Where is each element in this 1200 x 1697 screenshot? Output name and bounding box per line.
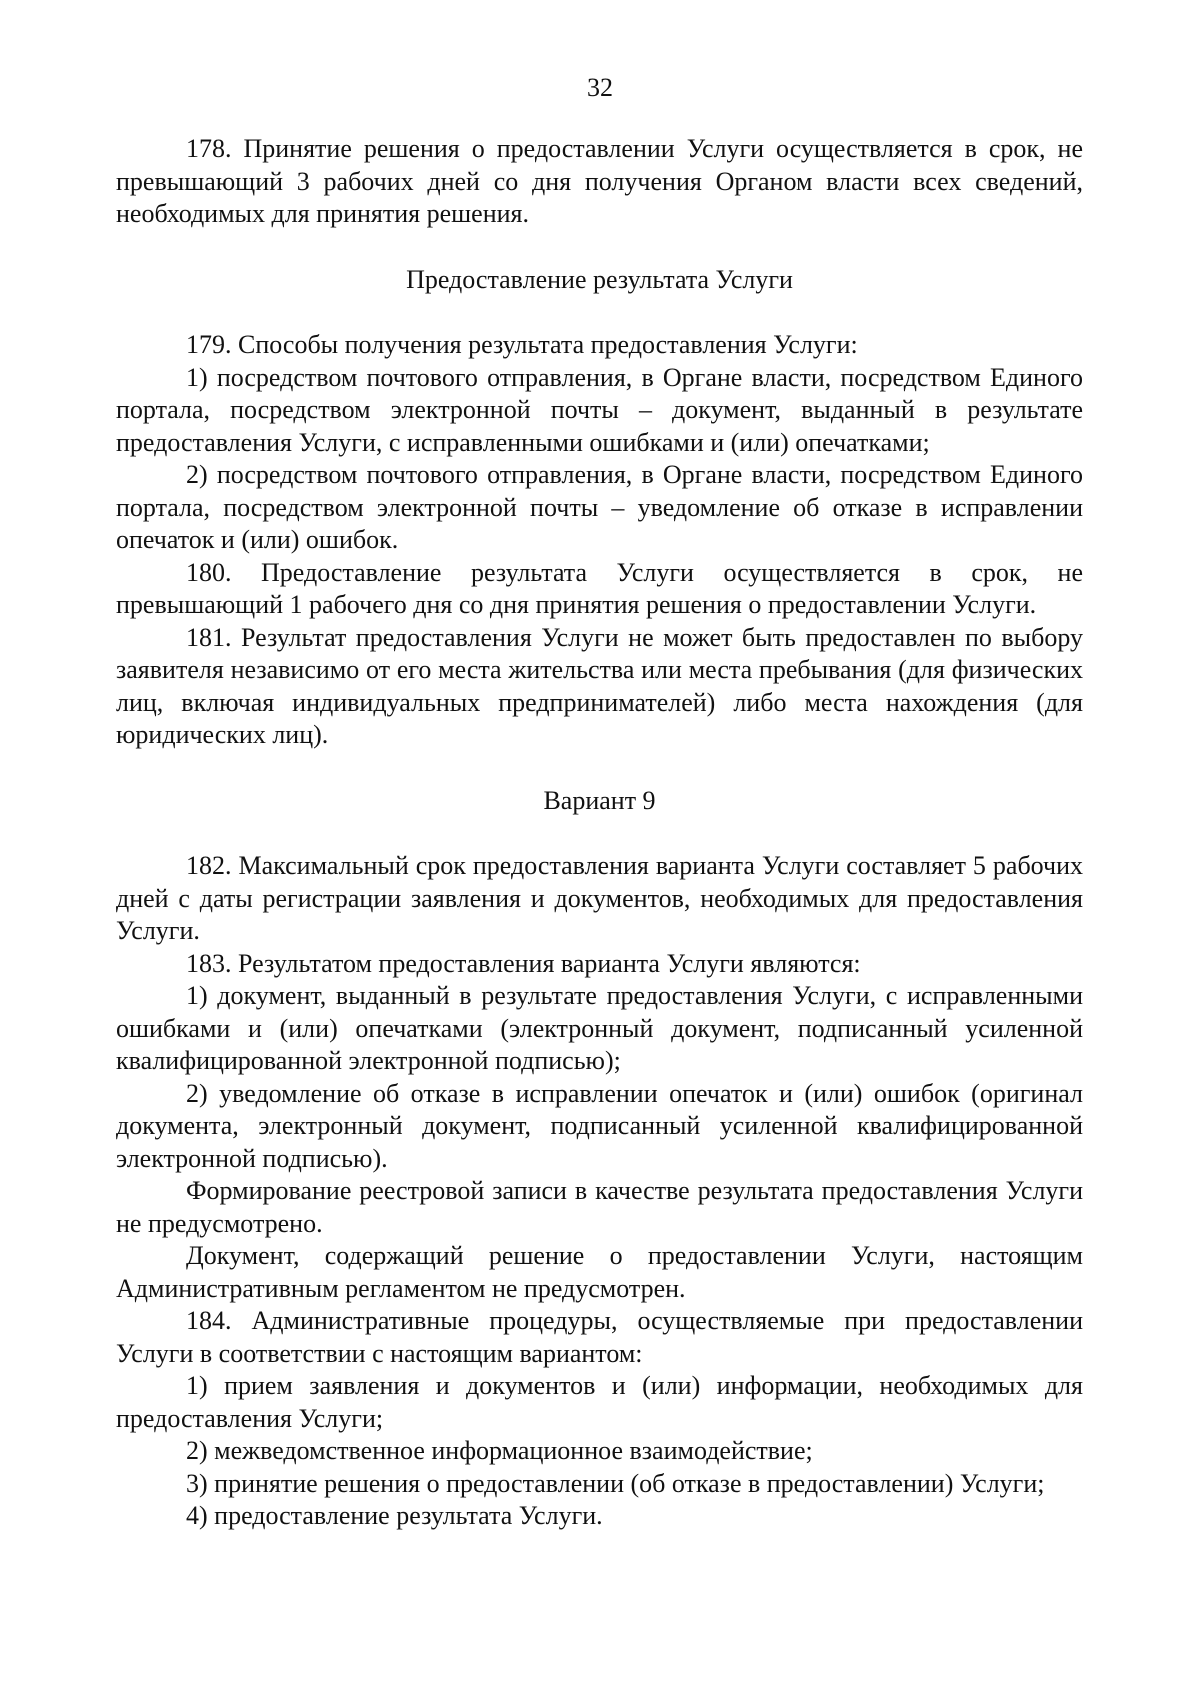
paragraph-182: 182. Максимальный срок предоставления варианта Услуги составляет 5 рабочих дней с даты регистрации заявления и документов, необходимых для предоставления Услуги.: [116, 851, 1083, 945]
paragraph-178: 178. Принятие решения о предоставлении Услуги осуществляется в срок, не превышающий 3 рабочих дней со дня получения Органом власти всех сведений, необходимых для принятия решения.: [116, 134, 1083, 228]
paragraph-183-item-2: 2) уведомление об отказе в исправлении опечаток и (или) ошибок (оригинал документа, электронный документ, подписанный усиленной квалифицированной электронной подписью).: [116, 1078, 1083, 1173]
section-heading-result: Предоставление результата Услуги: [406, 264, 793, 294]
paragraph-registry: Формирование реестровой записи в качестве результата предоставления Услуги не предусмотрено.: [116, 1176, 1083, 1238]
page-number: 32: [587, 73, 613, 102]
paragraph-184-item-2: 2) межведомственное информационное взаимодействие;: [186, 1436, 813, 1465]
paragraph-document: Документ, содержащий решение о предоставлении Услуги, настоящим Административным регламентом не предусмотрен.: [116, 1241, 1083, 1303]
document-body: [116, 133, 1083, 1533]
paragraph-183: 183. Результатом предоставления варианта Услуги являются:: [186, 948, 861, 978]
paragraph-184: 184. Административные процедуры, осуществляемые при предоставлении Услуги в соответствии с настоящим вариантом:: [116, 1306, 1083, 1368]
paragraph-179: 179. Способы получения результата предоставления Услуги:: [186, 330, 858, 359]
paragraph-184-item-4: 4) предоставление результата Услуги.: [186, 1501, 603, 1530]
paragraph-179-item-1: 1) посредством почтового отправления, в Органе власти, посредством Единого портала, посредством электронной почты – документ, выданный в результате предоставления Услуги, с исправленными ошибками и (или) опечатками;: [116, 362, 1083, 457]
paragraph-181: 181. Результат предоставления Услуги не может быть предоставлен по выбору заявителя независимо от его места жительства или места пребывания (для физических лиц, включая индивидуальных предпринимателей) либо места нахождения (для юридических лиц).: [116, 622, 1083, 749]
paragraph-184-item-3: 3) принятие решения о предоставлении (об отказе в предоставлении) Услуги;: [186, 1468, 1045, 1498]
section-heading-variant-9: Вариант 9: [543, 785, 656, 815]
paragraph-179-item-2: 2) посредством почтового отправления, в Органе власти, посредством Единого портала, посредством электронной почты – уведомление об отказе в исправлении опечаток и (или) ошибок.: [116, 460, 1083, 554]
paragraph-183-item-1: 1) документ, выданный в результате предоставления Услуги, с исправленными ошибками и (или) опечатками (электронный документ, подписанный усиленной квалифицированной электронной подписью);: [116, 981, 1083, 1075]
paragraph-184-item-1: 1) прием заявления и документов и (или) информации, необходимых для предоставления Услуги;: [116, 1371, 1083, 1433]
paragraph-180: 180. Предоставление результата Услуги осуществляется в срок, не превышающий 1 рабочего дня со дня принятия решения о предоставлении Услуги.: [116, 557, 1083, 619]
